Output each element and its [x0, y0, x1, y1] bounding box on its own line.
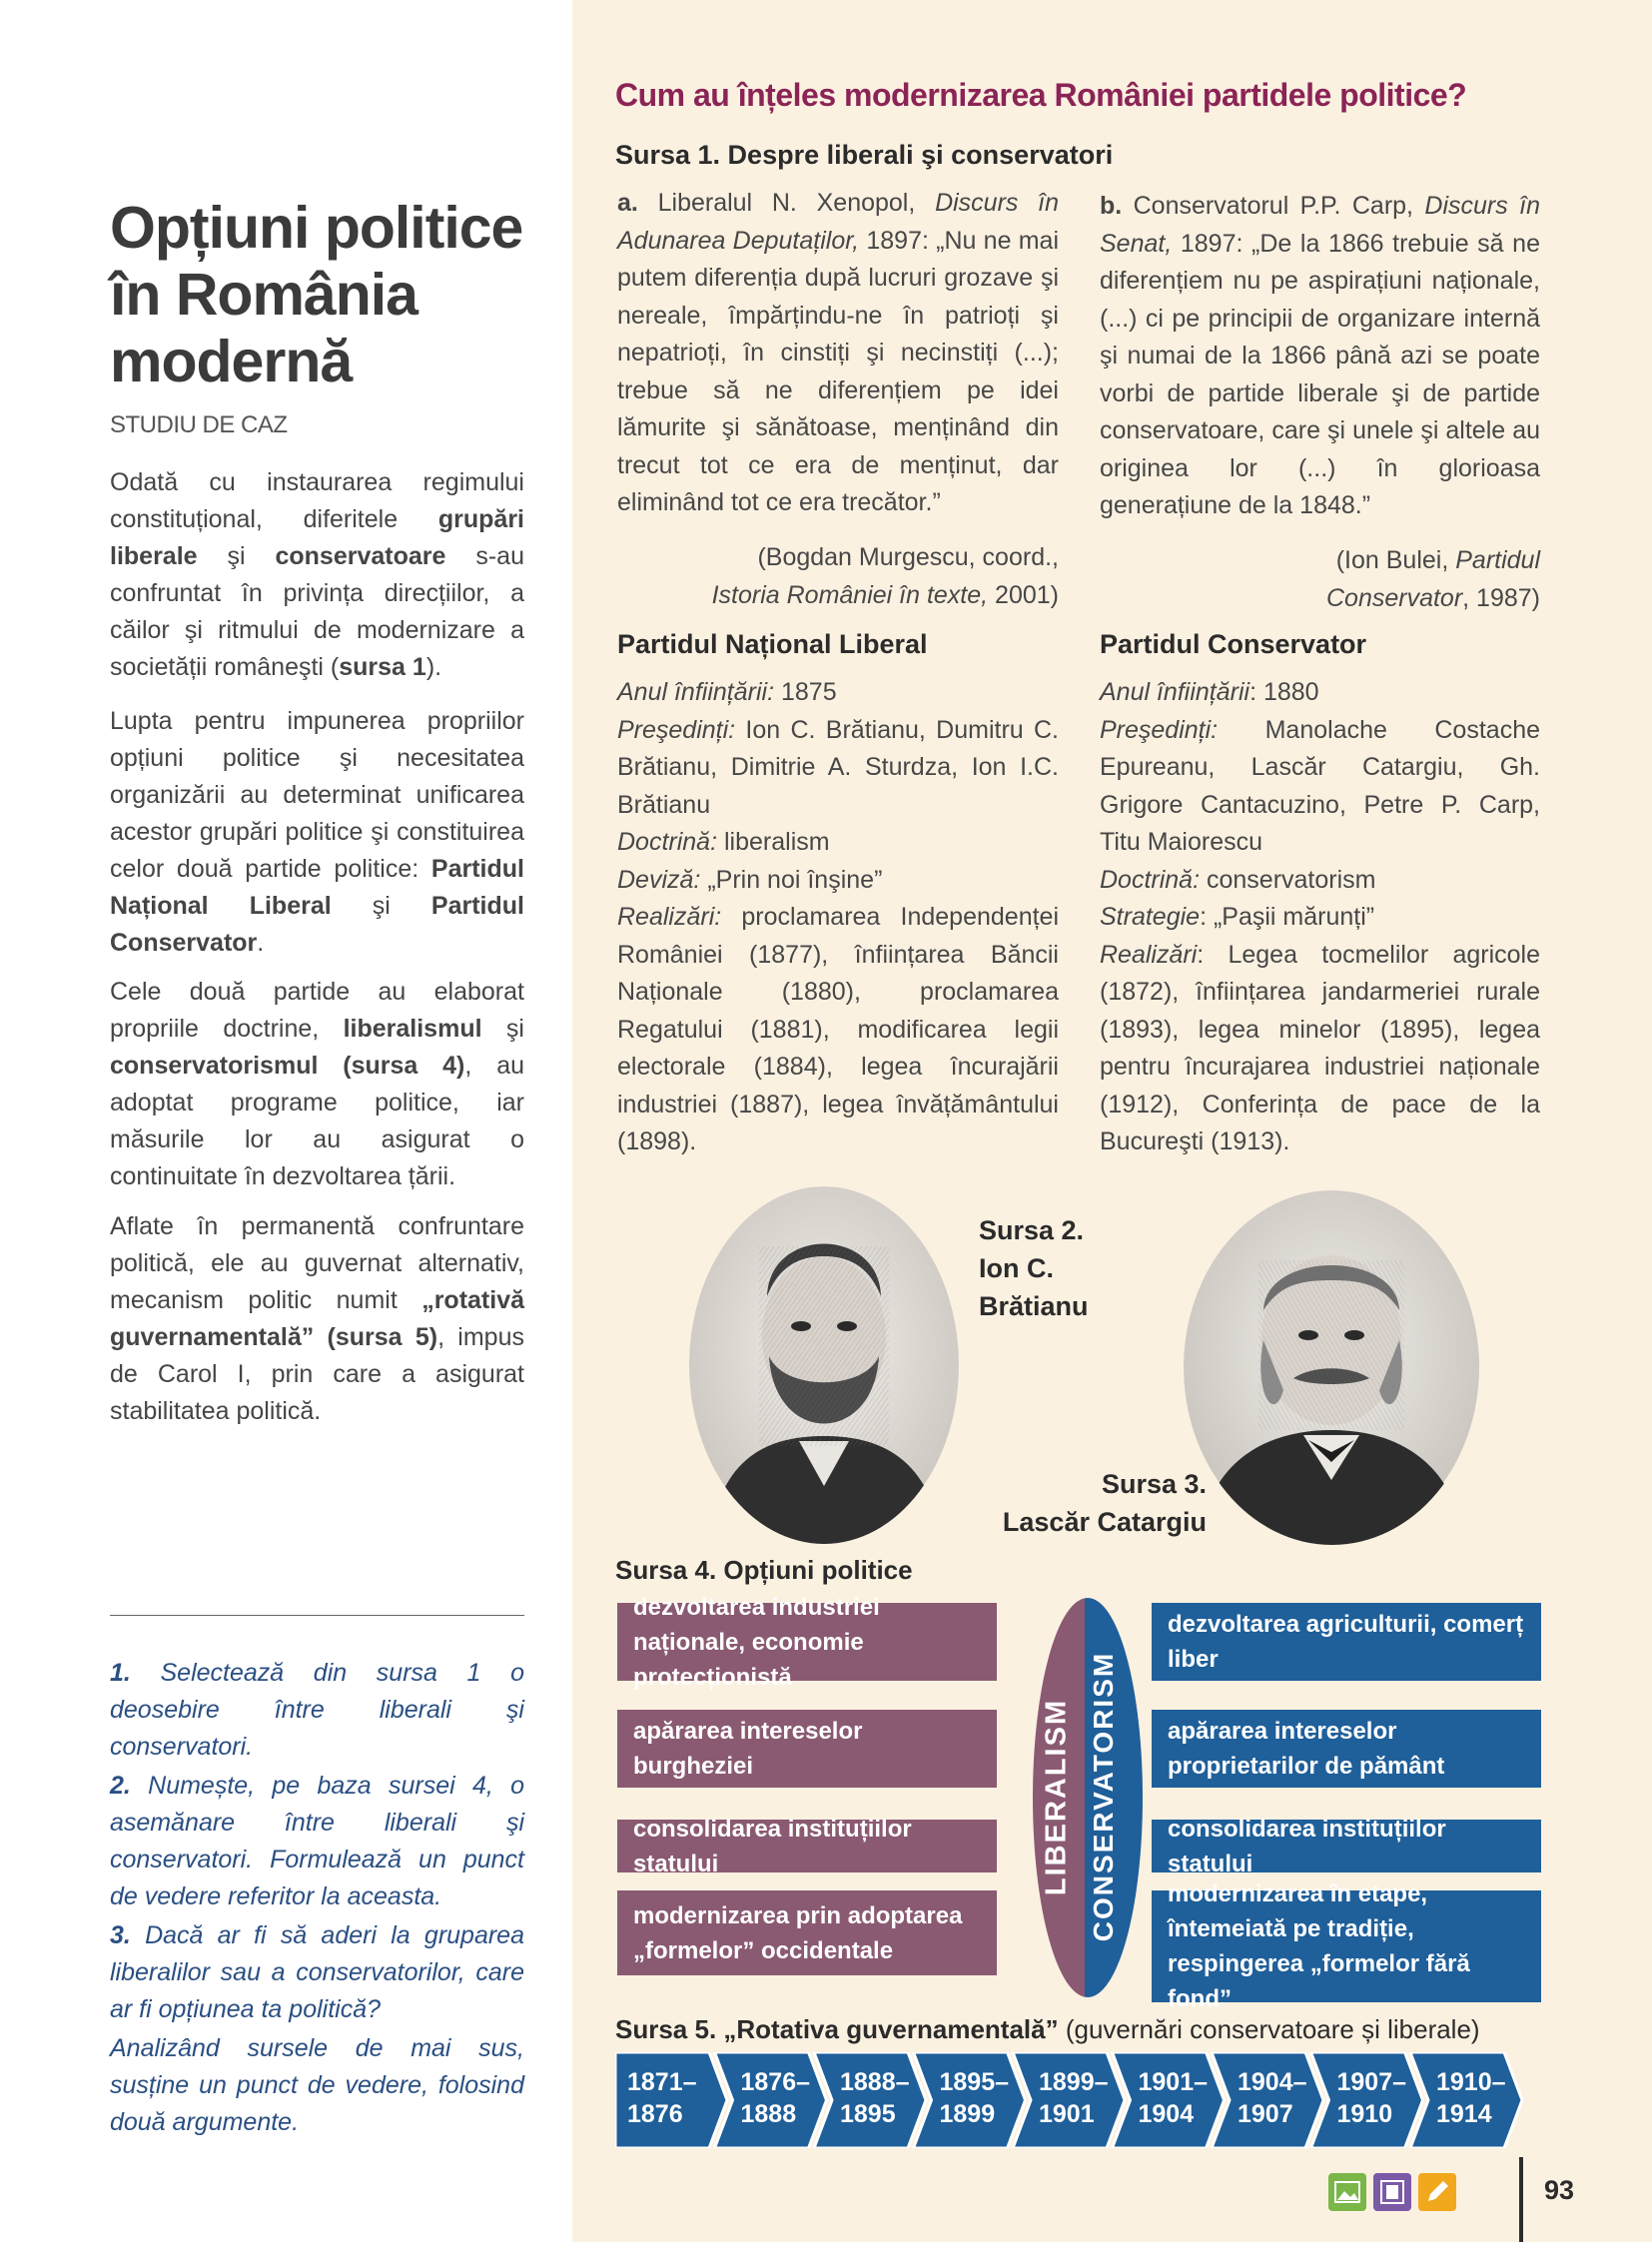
text-run: , impus de Carol I, prin care a asigurat stabilitatea politică.	[110, 1323, 524, 1425]
timeline-label: 1888	[740, 2100, 797, 2128]
questions-list	[110, 1655, 524, 2143]
question-number: 1.	[110, 1659, 131, 1687]
source1-a-citation	[617, 539, 1059, 614]
text-run: Manolache Costache Epureanu, Lascăr Catargiu, Gh. Grigore Cantacuzino, Petre P. Carp, Titu Maiorescu	[1100, 715, 1540, 856]
source4-heading: Sursa 4. Opțiuni politice	[615, 1555, 913, 1585]
italic-text: Discurs în Senat,	[1100, 192, 1540, 258]
intro-paragraph-4	[110, 1208, 524, 1430]
timeline-label: 1871–	[627, 2068, 697, 2096]
italic-text: Doctrină:	[1100, 865, 1201, 894]
bold-text: conservatoare	[275, 542, 446, 570]
citation-book: Istoria României în texte,	[711, 580, 989, 609]
detail-line	[617, 712, 1059, 825]
timeline-label: 1907	[1238, 2100, 1293, 2128]
text-run: şi	[331, 892, 431, 920]
bold-text: Partidul Național Liberal	[110, 855, 524, 920]
source1-a-text	[617, 185, 1059, 522]
citation-year: 2001)	[988, 580, 1059, 609]
timeline-label: 1888–	[840, 2068, 910, 2096]
italic-text: Doctrină:	[617, 828, 718, 856]
timeline-label: 1907–	[1336, 2068, 1407, 2096]
timeline-label: 1876	[627, 2100, 683, 2128]
page-title	[110, 195, 549, 395]
text-run: liberalism	[717, 828, 830, 856]
caption-line: Sursa 3.	[1101, 1469, 1207, 1499]
caption-line: Brătianu	[979, 1291, 1089, 1321]
page-number: 93	[1544, 2175, 1575, 2205]
bold-text: grupări liberale	[110, 505, 524, 570]
italic-text: Strategie	[1100, 903, 1201, 931]
pnl-heading: Partidul Național Liberal	[617, 629, 928, 659]
text-run: 1875	[774, 678, 837, 706]
detail-line	[617, 862, 1059, 900]
pc-heading: Partidul Conservator	[1100, 629, 1367, 659]
source2-caption	[979, 1211, 1089, 1325]
portrait-ion-bratianu	[689, 1186, 959, 1544]
page-title-line: modernă	[110, 329, 353, 394]
timeline-label: 1910–	[1436, 2068, 1506, 2096]
liberal-box: dezvoltarea industriei naționale, economie protecționistă	[617, 1603, 997, 1681]
citation-line	[1100, 580, 1540, 618]
liberal-box: apărarea intereselor burgheziei	[617, 1710, 997, 1788]
text-run: 1897: „Nu ne mai putem diferenția după lucruri grozave şi nereale, împărțindu-ne în patrioți şi nepatrioți, în cinstiți şi necinstiți (...); trebue să ne diferențiem pe idei lămurite şi sănătoase, menținând din trecut tot ce era de menținut, dar eliminând tot ce era trecător.”	[617, 226, 1059, 516]
source5-heading-rest: (guvernări conservatoare și liberale)	[1058, 2014, 1480, 2044]
citation-author: (Ion Bulei,	[1335, 546, 1456, 574]
timeline-label: 1876–	[740, 2068, 811, 2096]
detail-line	[617, 824, 1059, 862]
detail-line	[1100, 712, 1540, 862]
italic-text: Deviză:	[617, 865, 701, 894]
text-run: , au adoptat programe politice, iar măsurile lor au asigurat o continuitate în dezvoltarea țării.	[110, 1052, 524, 1190]
source5-heading-bold: Sursa 5. „Rotativa guvernamentală”	[615, 2014, 1059, 2044]
timeline-label: 1901	[1039, 2100, 1095, 2128]
case-study-label: STUDIU DE CAZ	[110, 411, 288, 438]
italic-text: Anul înființării:	[617, 678, 775, 706]
italic-text: Anul înființării	[1100, 678, 1250, 706]
page-title-line: în România	[110, 262, 417, 328]
timeline-label: 1899–	[1039, 2068, 1109, 2096]
bold-text: Partidul Conservator	[110, 892, 524, 957]
text-run: proclamarea Independenței României (1877), înființarea Băncii Naționale (1880), proclamarea Regatului (1881), modificarea legii electorale (1884), legea încurajării industriei (1887), legea învățământului (1898).	[617, 903, 1059, 1155]
text-run: : Legea tocmelilor agricole (1872), înființarea jandarmeriei rurale (1893), legea minelor (1895), legea pentru încurajarea industriei naționale (1912), Conferința de pace de la Bucureşti (1913).	[1100, 940, 1540, 1155]
portrait-engraving-icon	[689, 1186, 959, 1544]
pc-details	[1100, 674, 1540, 1161]
caption-line: Ion C.	[979, 1253, 1054, 1283]
question-item	[110, 1917, 524, 2028]
text-run: şi	[197, 542, 276, 570]
conservative-box: apărarea intereselor proprietarilor de pământ	[1152, 1710, 1541, 1788]
text-run: : „Paşii mărunți”	[1200, 903, 1375, 931]
intro-paragraph-1	[110, 464, 524, 686]
text-run: Aflate în permanentă confruntare politică, ele au guvernat alternativ, mecanism politic numit	[110, 1212, 524, 1314]
intro-paragraph-2	[110, 703, 524, 962]
text-run: şi	[481, 1015, 524, 1043]
citation-year: , 1987)	[1462, 583, 1540, 612]
timeline-period	[814, 2052, 926, 2148]
pencil-glyph-icon	[1418, 2173, 1456, 2211]
bold-text: „rotativă guvernamentală” (sursa 5)	[110, 1286, 524, 1351]
timeline-label: 1895–	[939, 2068, 1010, 2096]
text-run: conservatorism	[1200, 865, 1376, 894]
conservative-box: consolidarea instituțiilor statului	[1152, 1820, 1541, 1872]
conservative-box: dezvoltarea agriculturii, comerț liber	[1152, 1603, 1541, 1681]
italic-text: Preşedinți:	[617, 715, 736, 744]
conservative-box: modernizarea în etape, întemeiată pe tradiție, respingerea „formelor fără fond”	[1152, 1890, 1541, 2002]
conservatism-label: CONSERVATORISM	[1088, 1651, 1119, 1942]
source5-heading	[615, 2014, 1480, 2045]
italic-text: Preşedinți:	[1100, 715, 1219, 744]
timeline-label: 1901–	[1138, 2068, 1209, 2096]
timeline-period	[914, 2052, 1026, 2148]
portrait-lascar-catargiu	[1184, 1190, 1480, 1545]
text-run: .	[257, 929, 265, 957]
question-text: Dacă ar fi să aderi la gruparea liberalilor sau a conservatorilor, care ar fi opțiunea ta politică?	[110, 1921, 524, 2023]
timeline-label: 1899	[939, 2100, 996, 2128]
text-run: Conservatorul P.P. Carp,	[1122, 192, 1425, 220]
film-icon[interactable]	[1373, 2173, 1411, 2211]
timeline-period	[615, 2052, 727, 2148]
timeline-period	[1311, 2052, 1423, 2148]
source1-b-citation	[1100, 542, 1540, 617]
source1-b-text	[1100, 188, 1540, 525]
citation-book: Partidul	[1455, 546, 1540, 574]
text-run: : 1880	[1249, 678, 1319, 706]
timeline-period	[1212, 2052, 1323, 2148]
text-run: Liberalul N. Xenopol,	[637, 189, 936, 217]
detail-line	[617, 674, 1059, 712]
timeline-label: 1895	[840, 2100, 896, 2128]
italic-text: Realizări	[1100, 940, 1198, 969]
source3-caption	[1002, 1465, 1207, 1541]
timeline-period	[1410, 2052, 1522, 2148]
pencil-icon[interactable]	[1418, 2173, 1456, 2211]
page-title-line: Opțiuni politice	[110, 195, 523, 261]
text-run: Lupta pentru impunerea propriilor opțiuni politice şi necesitatea organizării au determinat unificarea acestor grupări politice şi constituirea celor două partide politice:	[110, 707, 524, 883]
question-number: 2.	[110, 1772, 131, 1800]
image-glyph-icon	[1328, 2173, 1366, 2211]
caption-line: Lascăr Catargiu	[1002, 1507, 1207, 1537]
timeline-label: 1910	[1336, 2100, 1393, 2128]
detail-line	[617, 899, 1059, 1161]
bold-text: sursa 1	[339, 653, 426, 681]
source1-heading: Sursa 1. Despre liberali şi conservatori	[615, 140, 1114, 170]
text-run: Odată cu instaurarea regimului constituțional, diferitele	[110, 468, 524, 533]
citation-book: Conservator	[1325, 583, 1463, 612]
text-run: ).	[425, 653, 442, 681]
pnl-details	[617, 674, 1059, 1161]
question-text: Selectează din sursa 1 o deosebire între liberali şi conservatori.	[110, 1659, 524, 1761]
citation-line	[617, 577, 1059, 615]
text-run: 1897: „De la 1866 trebuie să ne diferențiem nu pe aspirațiuni naționale, (...) ci pe principii de organizare internă şi numai de la 1866 până azi se poate vorbi de partide liberale şi de partide conservatoare, care şi unele şi altele au originea lor (...) în glorioasa generațiune de la 1848.”	[1100, 229, 1540, 519]
intro-paragraph-3	[110, 974, 524, 1195]
timeline-chevrons	[615, 2052, 1534, 2148]
text-run: „Prin noi înşine”	[700, 865, 883, 894]
section-title: Cum au înțeles modernizarea României partidele politice?	[615, 77, 1467, 113]
timeline-label: 1904–	[1238, 2068, 1307, 2096]
question-text: Analizând sursele de mai sus, susține un punct de vedere, folosind două argumente.	[110, 2034, 524, 2136]
image-icon[interactable]	[1328, 2173, 1366, 2211]
timeline-period	[1013, 2052, 1125, 2148]
portrait-engraving-icon	[1184, 1190, 1480, 1545]
timeline-label: 1904	[1138, 2100, 1195, 2128]
bold-text: liberalismul	[343, 1015, 482, 1043]
detail-line	[1100, 937, 1540, 1161]
liberal-box: consolidarea instituțiilor statului	[617, 1820, 997, 1872]
question-item	[110, 2030, 524, 2141]
citation-line	[1100, 542, 1540, 580]
caption-line: Sursa 2.	[979, 1215, 1085, 1245]
bold-text: conservatorismul (sursa 4)	[110, 1052, 465, 1080]
italic-text: Discurs în Adunarea Deputaților,	[617, 189, 1059, 255]
text-run: Ion C. Brătianu, Dumitru C. Brătianu, Dimitrie A. Sturdza, Ion I.C. Brătianu	[617, 715, 1059, 819]
text-run: s-au confruntat în privința direcțiilor, a căilor şi ritmului de modernizare a societății româneşti (	[110, 542, 524, 681]
divider	[110, 1615, 524, 1616]
citation-line: (Bogdan Murgescu, coord.,	[757, 543, 1059, 571]
question-text: Numește, pe baza sursei 4, o asemănare între liberali şi conservatori. Formulează un punct de vedere referitor la aceasta.	[110, 1772, 524, 1910]
question-number: 3.	[110, 1921, 131, 1949]
bold-text: a.	[617, 189, 638, 217]
liberalism-label: LIBERALISM	[1040, 1698, 1073, 1896]
timeline-label: 1914	[1436, 2100, 1492, 2128]
timeline-period	[1113, 2052, 1225, 2148]
text-run: Cele două partide au elaborat propriile doctrine,	[110, 978, 524, 1043]
detail-line	[1100, 862, 1540, 900]
bold-text: b.	[1100, 192, 1123, 220]
question-item	[110, 1768, 524, 1915]
timeline-period	[715, 2052, 827, 2148]
detail-line	[1100, 674, 1540, 712]
liberal-box: modernizarea prin adoptarea „formelor” occidentale	[617, 1890, 997, 1975]
film-glyph-icon	[1373, 2173, 1411, 2211]
italic-text: Realizări:	[617, 903, 722, 931]
question-item	[110, 1655, 524, 1766]
page-number-bar	[1519, 2157, 1523, 2242]
detail-line	[1100, 899, 1540, 937]
